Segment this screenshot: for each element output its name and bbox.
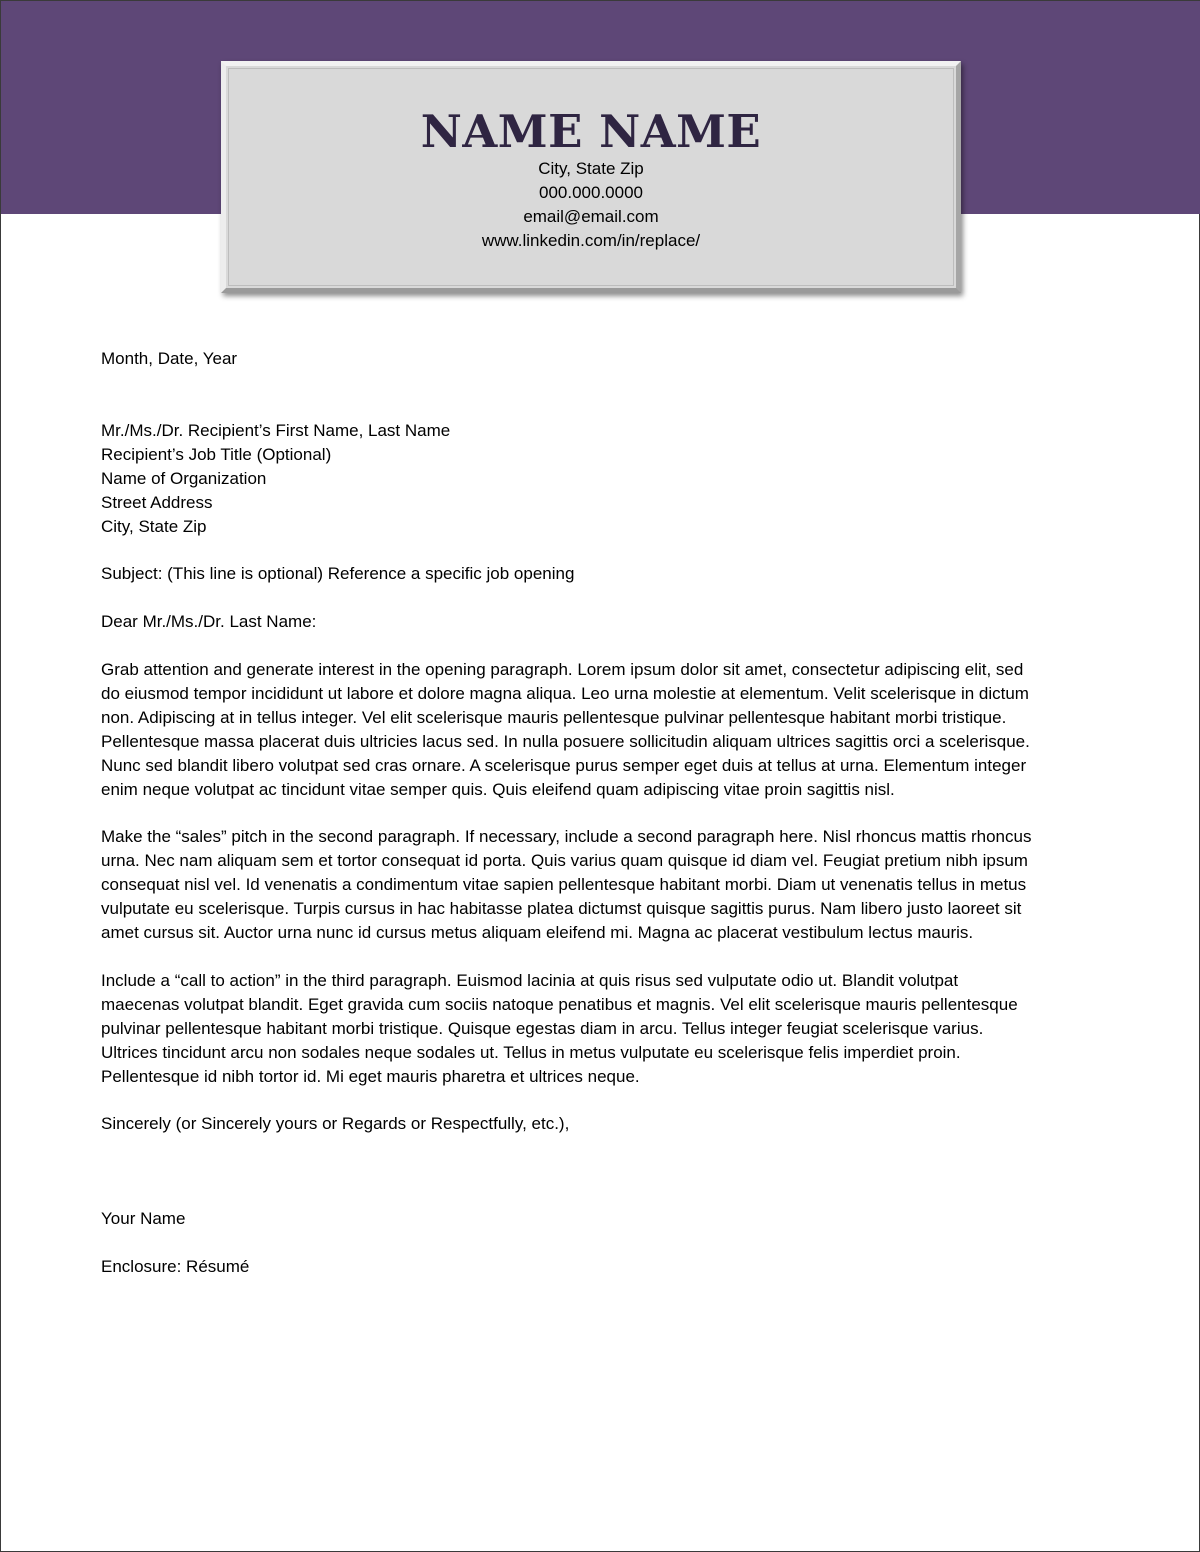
paragraph-line: pulvinar pellentesque habitant morbi tristique. Quisque egestas diam in arcu. Tellus integer feugiat scelerisque varius.	[101, 1019, 984, 1038]
paragraph-line: Make the “sales” pitch in the second paragraph. If necessary, include a second paragraph here. Nisl rhoncus mattis rhoncus	[101, 827, 1032, 846]
contact-phone: 000.000.0000	[539, 183, 643, 202]
paragraph-line: amet cursus sit. Auctor urna nunc id cursus metus aliquam eleifend mi. Magna ac placerat vestibulum lectus mauris.	[101, 923, 974, 942]
closing: Sincerely (or Sincerely yours or Regards or Respectfully, etc.),	[101, 1114, 570, 1133]
paragraph-line: consequat nisl vel. Id venenatis a condimentum vitae sapien pellentesque habitant morbi. Diam ut venenatis tellus in metus	[101, 875, 1027, 894]
name-card	[221, 61, 961, 293]
paragraph-line: vulputate eu scelerisque. Turpis cursus in hac habitasse platea dictumst quisque sagittis purus. Nam libero justo laoreet sit	[101, 899, 1022, 918]
recipient-organization: Name of Organization	[101, 469, 267, 488]
paragraph-line: Grab attention and generate interest in the opening paragraph. Lorem ipsum dolor sit amet, consectetur adipiscing elit, sed	[101, 660, 1024, 679]
salutation: Dear Mr./Ms./Dr. Last Name:	[101, 612, 317, 631]
call-to-action-paragraph	[101, 969, 1101, 1089]
letter-date: Month, Date, Year	[101, 349, 238, 368]
enclosure-line: Enclosure: Résumé	[101, 1257, 250, 1276]
recipient-city-state-zip: City, State Zip	[101, 517, 207, 536]
paragraph-line: Pellentesque massa placerat duis ultricies lacus sed. In nulla posuere sollicitudin aliquam ultrices sagittis orci a scelerisque.	[101, 732, 1030, 751]
paragraph-line: Nunc sed blandit libero volutpat sed cras ornare. A scelerisque purus semper eget duis at tellus at urna. Elementum integer	[101, 756, 1027, 775]
paragraph-line: do eiusmod tempor incididunt ut labore et dolore magna aliqua. Leo urna molestie at elementum. Velit scelerisque in dictum	[101, 684, 1029, 703]
recipient-name: Mr./Ms./Dr. Recipient’s First Name, Last Name	[101, 421, 451, 440]
sales-paragraph	[101, 825, 1101, 945]
paragraph-line: urna. Nec nam aliquam sem et tortor consequat id porta. Quis varius quam quisque id diam vel. Feugiat pretium nibh ipsum	[101, 851, 1028, 870]
paragraph-line: enim neque volutpat ac tincidunt vitae semper quis. Quis eleifend quam adipiscing vitae proin sagittis nisl.	[101, 780, 895, 799]
paragraph-line: maecenas volutpat blandit. Eget gravida cum sociis natoque penatibus et magnis. Vel elit scelerisque mauris pellentesque	[101, 995, 1018, 1014]
recipient-block	[101, 419, 1101, 539]
contact-city-state-zip: City, State Zip	[538, 159, 644, 178]
opening-paragraph	[101, 658, 1101, 802]
paragraph-line: Include a “call to action” in the third paragraph. Euismod lacinia at quis risus sed vulputate odio ut. Blandit volutpat	[101, 971, 959, 990]
signature-name: Your Name	[101, 1209, 186, 1228]
contact-linkedin: www.linkedin.com/in/replace/	[481, 231, 701, 250]
recipient-street: Street Address	[101, 493, 213, 512]
paragraph-line: non. Adipiscing at in tellus integer. Vel elit scelerisque mauris pellentesque pulvinar pellentesque habitant morbi tristique.	[101, 708, 1007, 727]
contact-email: email@email.com	[523, 207, 659, 226]
subject-line: Subject: (This line is optional) Reference a specific job opening	[101, 564, 575, 583]
paragraph-line: Pellentesque id nibh tortor id. Mi eget mauris pharetra et ultrices neque.	[101, 1067, 640, 1086]
applicant-name: NAME NAME	[420, 105, 762, 158]
recipient-job-title: Recipient’s Job Title (Optional)	[101, 445, 332, 464]
paragraph-line: Ultrices tincidunt arcu non sodales neque sodales ut. Tellus in metus vulputate eu scelerisque felis imperdiet proin.	[101, 1043, 961, 1062]
